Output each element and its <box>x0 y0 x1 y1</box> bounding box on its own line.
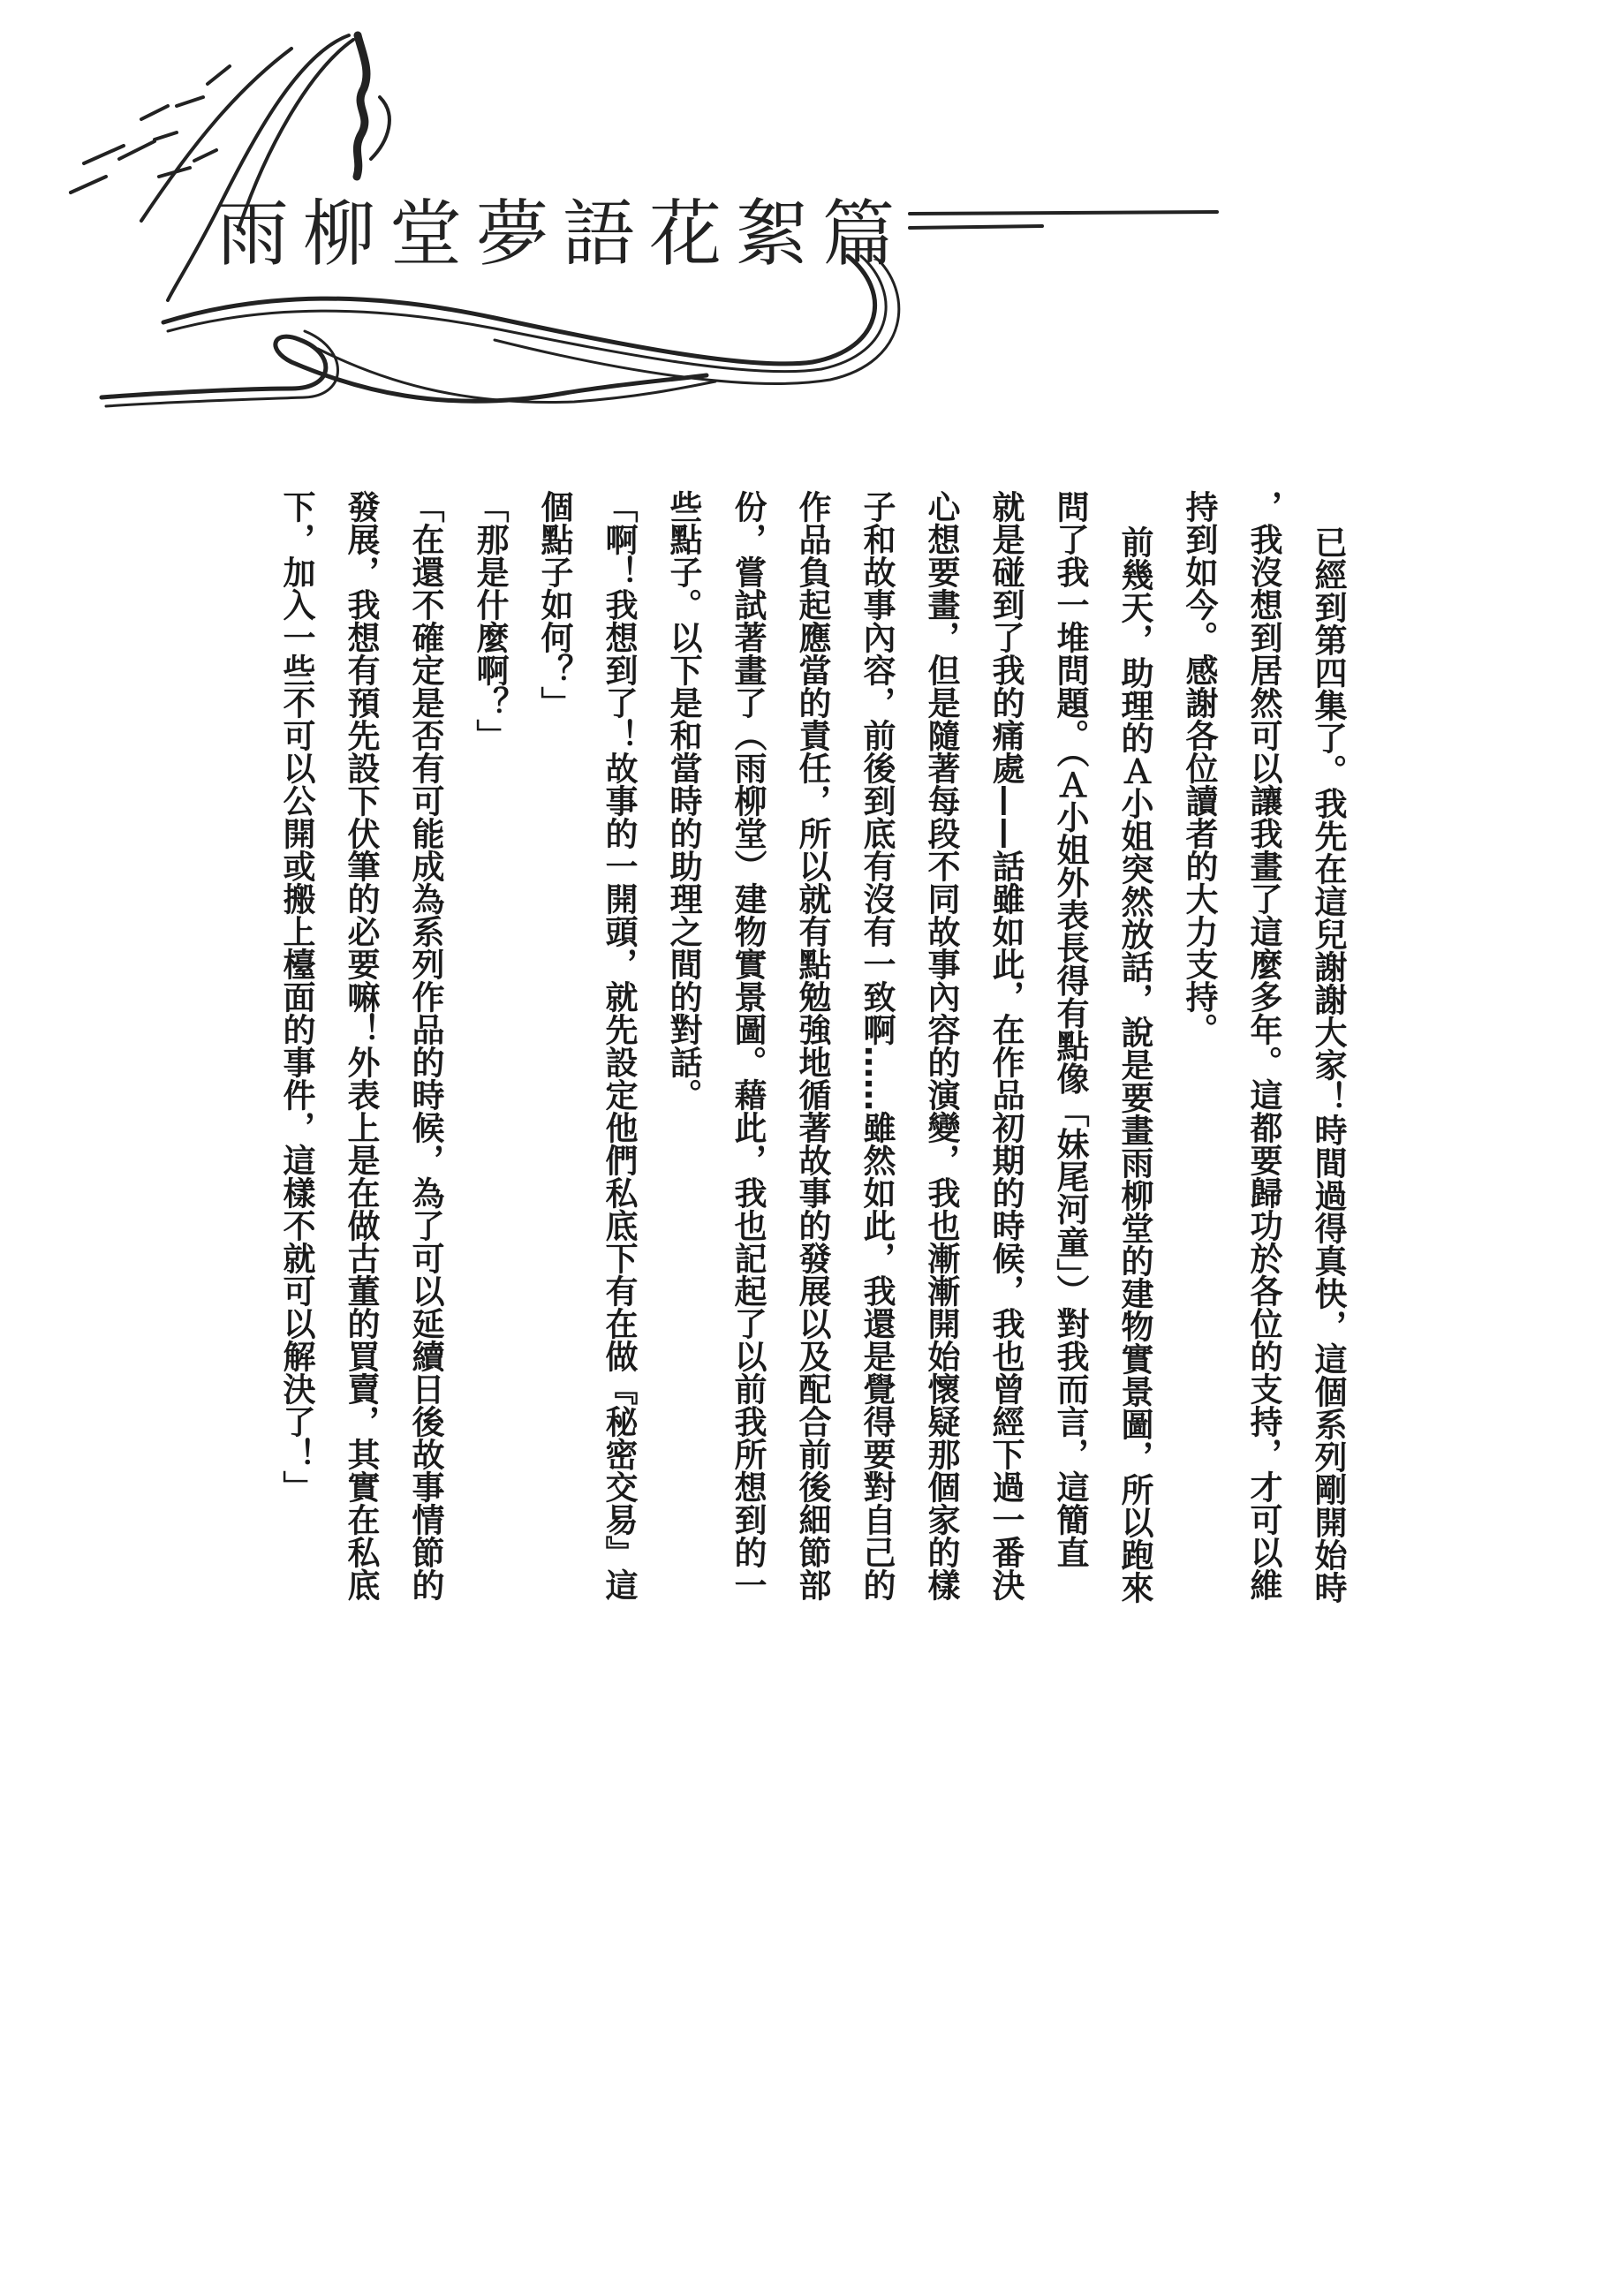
text-column: 發展，我想有預先設下伏筆的必要嘛！外表上是在做古董的買賣，其實在私底 <box>342 490 380 1601</box>
text-column: 前幾天，助理的Ａ小姐突然放話，說是要畫雨柳堂的建物實景圖，所以跑來 <box>1115 525 1153 1604</box>
text-column: 個點子如何？」 <box>535 490 573 719</box>
text-column: 份，嘗試著畫了（雨柳堂）建物實景圖。藉此，我也記起了以前我所想到的一 <box>729 490 767 1601</box>
text-column: 下，加入一些不可以公開或搬上檯面的事件，這樣不就可以解決了！」 <box>277 490 315 1503</box>
text-column: 些點子。以下是和當時的助理之間的對話。 <box>664 490 702 1111</box>
text-column: ，我沒想到居然可以讓我畫了這麼多年。這都要歸功於各位的支持，才可以維 <box>1244 490 1282 1601</box>
text-column: 已經到第四集了。我先在這兒謝謝大家！時間過得真快，這個系列剛開始時 <box>1309 525 1347 1604</box>
text-column: 子和故事內容，前後到底有沒有一致啊……雖然如此，我還是覺得要對自己的 <box>858 490 896 1601</box>
page-title: 雨柳堂夢語花絮篇 <box>216 193 910 276</box>
text-column: 問了我一堆問題。（Ａ小姐外表長得有點像「妹尾河童」）對我而言，這簡直 <box>1051 490 1089 1568</box>
text-column: 作品負起應當的責任，所以就有點勉強地循著故事的發展以及配合前後細節部 <box>793 490 831 1601</box>
text-column: 心想要畫，但是隨著每段不同故事內容的演變，我也漸漸開始懷疑那個家的樣 <box>922 490 960 1601</box>
ribbon <box>102 336 707 401</box>
text-column: 持到如今。感謝各位讀者的大力支持。 <box>1180 490 1218 1046</box>
text-column: 就是碰到了我的痛處——話雖如此，在作品初期的時候，我也曾經下過一番決 <box>987 490 1025 1601</box>
title-rule <box>910 212 1217 228</box>
text-column: 「那是什麼啊？」 <box>471 490 509 751</box>
article-body <box>264 490 1360 2150</box>
text-column: 「啊！我想到了！故事的一開頭，就先設定他們私底下有在做『秘密交易』這 <box>600 490 638 1601</box>
text-column: 「在還不確定是否有可能成為系列作品的時候，為了可以延續日後故事情節的 <box>406 490 444 1601</box>
